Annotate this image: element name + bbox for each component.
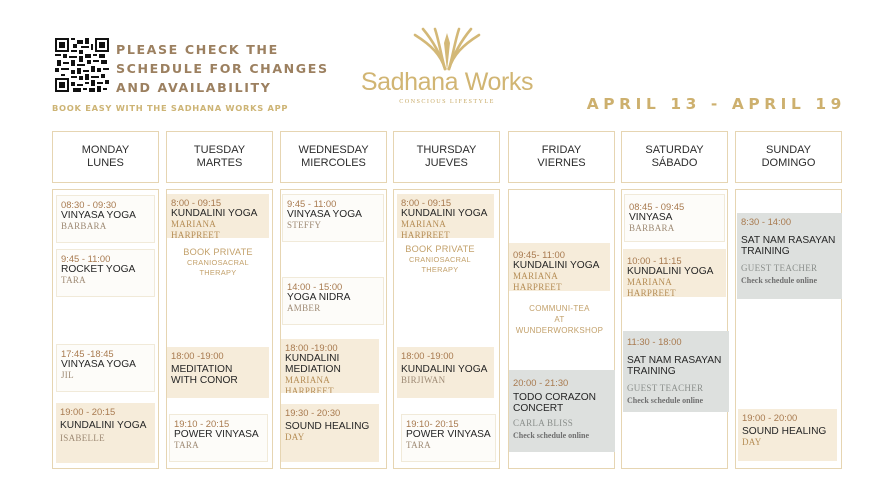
class-teacher: TARA	[406, 440, 431, 450]
class-name: WITH CONOR	[171, 375, 238, 386]
class-name: POWER VINYASA	[406, 429, 491, 440]
class-name: KUNDALINI YOGA	[627, 266, 714, 277]
qr-code-icon[interactable]	[55, 38, 109, 92]
class-time: 8:00 - 09:15	[401, 197, 452, 208]
class-card[interactable]	[738, 409, 837, 461]
class-name: POWER VINYASA	[174, 429, 259, 440]
schedule-note: Check schedule online	[513, 431, 590, 440]
class-teacher: CARLA BLISS	[513, 418, 574, 428]
class-name: VINYASA	[629, 212, 673, 223]
class-time: 8:00 - 09:15	[171, 197, 222, 208]
class-name: SOUND HEALING	[742, 426, 827, 437]
class-card[interactable]	[509, 243, 610, 291]
class-teacher: JIL	[61, 370, 74, 380]
class-card[interactable]	[56, 195, 155, 243]
offer-subtitle: THERAPY	[421, 265, 459, 274]
class-time: 11:30 - 18:00	[627, 336, 682, 347]
class-name: SOUND HEALING	[285, 421, 370, 432]
class-name: CONCERT	[513, 403, 564, 414]
class-teacher: BARBARA	[61, 221, 107, 231]
class-name: KUNDALINI YOGA	[513, 260, 600, 271]
class-time: 10:00 - 11:15	[627, 255, 682, 266]
class-card[interactable]	[281, 404, 379, 462]
class-teacher: MARIANA HARPREET	[285, 375, 334, 393]
class-time: 19:00 - 20:00	[742, 412, 798, 423]
brand-logo: Sadhana Works	[360, 68, 534, 96]
class-time: 9:45 - 11:00	[61, 253, 111, 264]
class-card[interactable]	[623, 249, 726, 297]
schedule-note: Check schedule online	[741, 276, 818, 285]
class-time: 19:10 - 20:15	[174, 418, 230, 429]
class-name: KUNDALINI YOGA	[401, 208, 488, 219]
class-name: TRAINING	[741, 246, 790, 257]
class-teacher: GUEST TEACHER	[627, 383, 704, 393]
class-teacher: DAY	[285, 432, 305, 442]
class-teacher: TARA	[61, 275, 86, 285]
class-card[interactable]	[56, 344, 155, 392]
class-card[interactable]	[281, 339, 379, 393]
offer-title: BOOK PRIVATE	[183, 247, 253, 257]
offer-subtitle: CRANIOSACRAL	[409, 255, 471, 264]
class-name: KUNDALINI	[285, 353, 340, 364]
notice-line: AND AVAILABILITY	[116, 80, 272, 95]
class-card[interactable]	[623, 331, 729, 412]
class-teacher: AMBER	[287, 303, 321, 313]
class-name: TRAINING	[627, 366, 676, 377]
class-name: VINYASA YOGA	[287, 209, 362, 220]
class-name: KUNDALINI YOGA	[60, 420, 147, 431]
class-time: 8:30 - 14:00	[741, 216, 792, 227]
class-teacher: GUEST TEACHER	[741, 263, 818, 273]
class-time: 09:45- 11:00	[513, 249, 565, 260]
class-card[interactable]	[167, 347, 269, 398]
offer-subtitle: THERAPY	[199, 268, 237, 277]
class-name: MEDIATION	[285, 364, 341, 375]
class-card[interactable]	[56, 403, 155, 463]
class-card[interactable]	[167, 194, 269, 238]
event-announcement[interactable]: COMMUNI-TEA AT WUNDERWORKSHOP	[515, 304, 604, 335]
class-time: 18:00 -19:00	[401, 350, 454, 361]
schedule-notice	[116, 40, 356, 97]
wings-logo-icon	[411, 25, 483, 73]
class-card[interactable]	[401, 414, 496, 462]
notice-line: PLEASE CHECK THE	[116, 42, 279, 57]
date-range: APRIL 13 - APRIL 19	[586, 95, 846, 113]
class-name: ROCKET YOGA	[61, 264, 136, 275]
day-header-thursday: THURSDAY JUEVES	[393, 131, 500, 183]
class-card[interactable]	[397, 347, 494, 398]
offer-title: BOOK PRIVATE	[405, 244, 475, 254]
private-session-offer[interactable]	[167, 246, 269, 278]
class-time: 17:45 -18:45	[61, 348, 114, 359]
class-teacher: MARIANA HARPREET	[513, 271, 562, 291]
class-teacher: DAY	[742, 437, 762, 447]
private-session-offer[interactable]	[390, 243, 490, 275]
class-time: 14:00 - 15:00	[287, 281, 343, 292]
day-header-friday: FRIDAY VIERNES	[508, 131, 615, 183]
class-time: 18:00 -19:00	[285, 342, 338, 353]
class-teacher: MARIANA HARPREET	[171, 219, 220, 238]
notice-line: SCHEDULE FOR CHANGES	[116, 61, 329, 76]
app-tagline[interactable]: BOOK EASY WITH THE SADHANA WORKS APP	[52, 103, 289, 113]
class-name: YOGA NIDRA	[287, 292, 351, 303]
class-name: SAT NAM RASAYAN	[627, 355, 722, 366]
day-header-monday: MONDAY LUNES	[52, 131, 159, 183]
day-header-saturday: SATURDAY SÁBADO	[621, 131, 728, 183]
brand-subtitle: CONSCIOUS LIFESTYLE	[399, 98, 495, 105]
class-card[interactable]	[509, 370, 615, 452]
class-time: 08:45 - 09:45	[629, 201, 685, 212]
class-time: 19:10- 20:15	[406, 418, 459, 429]
class-teacher: STEFFY	[287, 220, 322, 230]
day-header-sunday: SUNDAY DOMINGO	[735, 131, 842, 183]
class-name: SAT NAM RASAYAN	[741, 235, 836, 246]
class-time: 19:00 - 20:15	[60, 406, 116, 417]
class-teacher: MARIANA HARPREET	[627, 277, 676, 297]
class-card[interactable]	[624, 194, 725, 242]
class-card[interactable]	[169, 414, 268, 462]
class-time: 08:30 - 09:30	[61, 199, 117, 210]
class-teacher: ISABELLE	[60, 433, 105, 443]
day-header-tuesday: TUESDAY MARTES	[166, 131, 273, 183]
class-time: 20:00 - 21:30	[513, 377, 569, 388]
class-card[interactable]	[56, 249, 155, 297]
class-name: MEDITATION	[171, 364, 233, 375]
class-name: TODO CORAZON	[513, 392, 597, 403]
class-name: VINYASA YOGA	[61, 359, 136, 370]
class-name: KUNDALINI YOGA	[171, 208, 258, 219]
class-card[interactable]	[282, 194, 384, 242]
schedule-note: Check schedule online	[627, 396, 704, 405]
class-name: VINYASA YOGA	[61, 210, 136, 221]
class-teacher: MARIANA HARPREET	[401, 219, 450, 238]
class-teacher: BIRJIWAN	[401, 375, 446, 385]
class-teacher: TARA	[174, 440, 199, 450]
class-teacher: BARBARA	[629, 223, 675, 233]
class-card[interactable]	[282, 277, 384, 325]
offer-subtitle: CRANIOSACRAL	[187, 258, 249, 267]
class-time: 19:30 - 20:30	[285, 407, 341, 418]
class-name: KUNDALINI YOGA	[401, 364, 488, 375]
class-card[interactable]	[737, 213, 842, 299]
class-time: 18:00 -19:00	[171, 350, 224, 361]
class-card[interactable]	[397, 194, 494, 238]
class-time: 9:45 - 11:00	[287, 198, 337, 209]
day-header-wednesday: WEDNESDAY MIERCOLES	[280, 131, 387, 183]
